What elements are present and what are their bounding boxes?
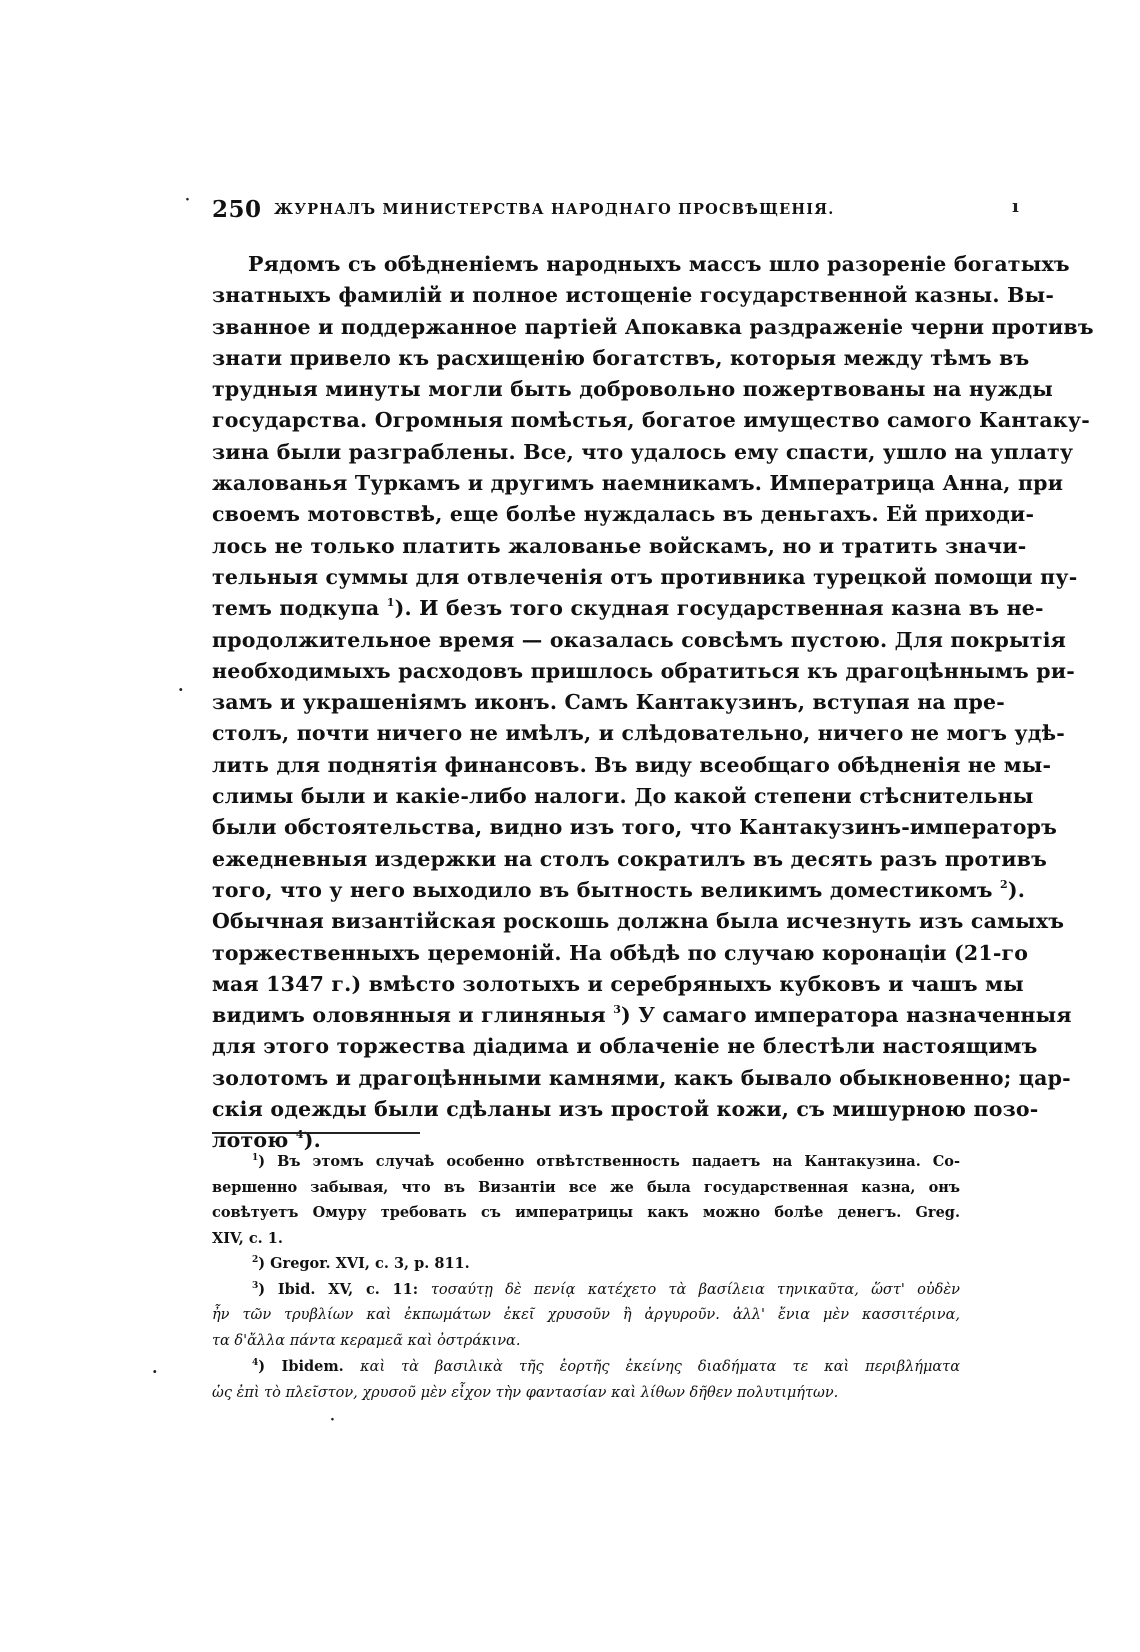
footnote-3-line: ἦν τῶν τρυβλίων καὶ ἐκπωμάτων ἐκεῖ χρυσοῦν ἢ ἀργυροῦν. ἀλλ' ἔνια μὲν κασσιτέρινα,: [212, 1307, 960, 1323]
text-segment: ). И безъ того скудная государственная казна въ не-: [394, 596, 1044, 621]
page-header: [212, 196, 972, 226]
text-line: замъ и украшеніямъ иконъ. Самъ Кантакузинъ, вступая на пре-: [212, 690, 1005, 715]
text-line: золотомъ и драгоцѣнными камнями, какъ бывало обыкновенно; цар-: [212, 1065, 1071, 1090]
footnote-ref-2: 2: [1000, 877, 1008, 891]
footnote-ref-1: 1: [386, 596, 395, 610]
footnote-3-line: τα δ'ἄλλα πάντα κεραμεᾶ καὶ ὀστράκινα.: [212, 1332, 521, 1349]
footnote-divider: [212, 1132, 420, 1134]
running-head: ЖУРНАЛЪ МИНИСТЕРСТВА НАРОДНАГО ПРОСВѢЩЕНІЯ.: [274, 201, 835, 218]
main-paragraph: [212, 249, 1094, 1157]
text-line: скія одежды были сдѣланы изъ простой кожи, съ мишурною позо-: [212, 1097, 1039, 1122]
text-line: необходимыхъ расходовъ пришлось обратиться къ драгоцѣннымъ ри-: [212, 658, 1075, 683]
text-line: Рядомъ съ обѣдненіемъ народныхъ массъ шло разореніе богатыхъ: [248, 252, 1070, 276]
text-segment: ) Ibid. XV, c. 11:: [258, 1280, 419, 1298]
footnote-ref-4: 4: [295, 1128, 304, 1142]
footnote-2-line: [212, 1251, 960, 1277]
footnote-1-line: [212, 1149, 960, 1175]
greek-quote: καὶ τὰ βασιλικὰ τῆς ἑορτῆς ἐκείνης διαδήματα τε καὶ περιβλήματα: [360, 1359, 960, 1375]
footnote-mark-3: 3: [252, 1280, 259, 1291]
text-line: знатныхъ фамилій и полное истощеніе государственной казны. Вы-: [212, 283, 1055, 308]
margin-speck: ·: [152, 1362, 158, 1381]
text-segment: ) Въ этомъ случаѣ особенно отвѣтственность падаетъ на Кантакузина. Со-: [258, 1153, 960, 1170]
footnote-mark-4: 4: [252, 1358, 259, 1368]
footnote-4-line: ὡς ἐπὶ τὸ πλεῖστον, χρυσοῦ μὲν εἶχον τὴν φαντασίαν καὶ λίθων δῆθεν πολυτιμήτων.: [212, 1384, 839, 1401]
footnote-mark-1: 1: [252, 1153, 259, 1163]
text-line: [212, 593, 1044, 624]
footnote-1-line: XIV, c. 1.: [212, 1229, 283, 1247]
text-line: слимы были и какіе-либо налоги. До какой степени стѣснительны: [212, 784, 1034, 809]
margin-speck: ı: [1012, 196, 1019, 217]
text-line: зина были разграблены. Все, что удалось ему спасти, ушло на уплату: [212, 439, 1074, 464]
text-segment: ) У самаго императора назначенныя: [621, 1003, 1072, 1028]
footnote-mark-2: 2: [252, 1255, 259, 1265]
text-line: для этого торжества діадима и облаченіе не блестѣли настоящимъ: [212, 1034, 1038, 1059]
footnote-1-line: вершенно забывая, что въ Византіи все же была государственная казна, онъ: [212, 1178, 960, 1196]
text-segment: лотою: [212, 1128, 289, 1153]
text-line: были обстоятельства, видно изъ того, что Кантакузинъ-императоръ: [212, 815, 1058, 840]
text-segment: ) Gregor. XVI, c. 3, p. 811.: [258, 1255, 470, 1272]
margin-speck: ·: [330, 1412, 335, 1428]
text-line: своемъ мотовствѣ, еще болѣе нуждалась въ деньгахъ. Ей приходи-: [212, 502, 1035, 527]
footnote-4-line: [212, 1354, 960, 1381]
footnote-1-line: совѣтуетъ Омуру требовать съ императрицы какъ можно болѣе денегъ. Greg.: [212, 1204, 960, 1221]
text-line: тельныя суммы для отвлеченія отъ противника турецкой помощи пу-: [212, 564, 1078, 589]
text-line: ежедневныя издержки на столъ сократилъ въ десять разъ противъ: [212, 846, 1047, 871]
text-line: лось не только платить жалованье войскамъ, но и тратить значи-: [212, 533, 1027, 558]
text-segment: ) Ibidem.: [258, 1358, 344, 1375]
text-line: знати привело къ расхищенію богатствъ, которыя между тѣмъ въ: [212, 345, 1030, 370]
margin-speck: ·: [185, 192, 190, 208]
text-line: государства. Огромныя помѣстья, богатое имущество самого Кантаку-: [212, 408, 1090, 433]
margin-speck: ·: [178, 680, 184, 699]
text-segment: ).: [303, 1128, 321, 1153]
text-segment: того, что у него выходило въ бытность великимъ доместикомъ: [212, 877, 993, 902]
text-line: [212, 1000, 1072, 1031]
text-line: лить для поднятія финансовъ. Въ виду всеобщаго обѣдненія не мы-: [212, 752, 1052, 777]
text-line: мая 1347 г.) вмѣсто золотыхъ и серебряныхъ кубковъ и чашъ мы: [212, 971, 1024, 996]
text-line: жалованья Туркамъ и другимъ наемникамъ. Императрица Анна, при: [212, 471, 1064, 496]
text-segment: видимъ оловянныя и глиняныя: [212, 1003, 606, 1028]
footnote-3-line: [212, 1277, 960, 1304]
text-segment: темъ подкупа: [212, 596, 380, 621]
text-line: столъ, почти ничего не имѣлъ, и слѣдовательно, ничего не могъ удѣ-: [212, 721, 1065, 746]
text-line: Обычная византійская роскошь должна была исчезнуть изъ самыхъ: [212, 909, 1065, 934]
text-line: [212, 875, 1026, 906]
text-line: трудныя минуты могли быть добровольно пожертвованы на нужды: [212, 377, 1053, 402]
text-line: торжественныхъ церемоній. На обѣдѣ по случаю коронаціи (21-го: [212, 940, 1029, 965]
footnote-ref-3: 3: [613, 1003, 622, 1017]
page-number: 250: [212, 196, 262, 223]
footnotes: [212, 1149, 960, 1406]
text-line: званное и поддержанное партіей Апокавка раздраженіе черни противъ: [212, 314, 1094, 339]
greek-quote: τοσαύτῃ δὲ πενίᾳ κατέχετο τὰ βασίλεια τηνικαῦτα, ὥστ' οὐδὲν: [430, 1281, 960, 1298]
text-line: продолжительное время — оказалась совсѣмъ пустою. Для покрытія: [212, 627, 1067, 652]
text-segment: ).: [1007, 877, 1026, 902]
